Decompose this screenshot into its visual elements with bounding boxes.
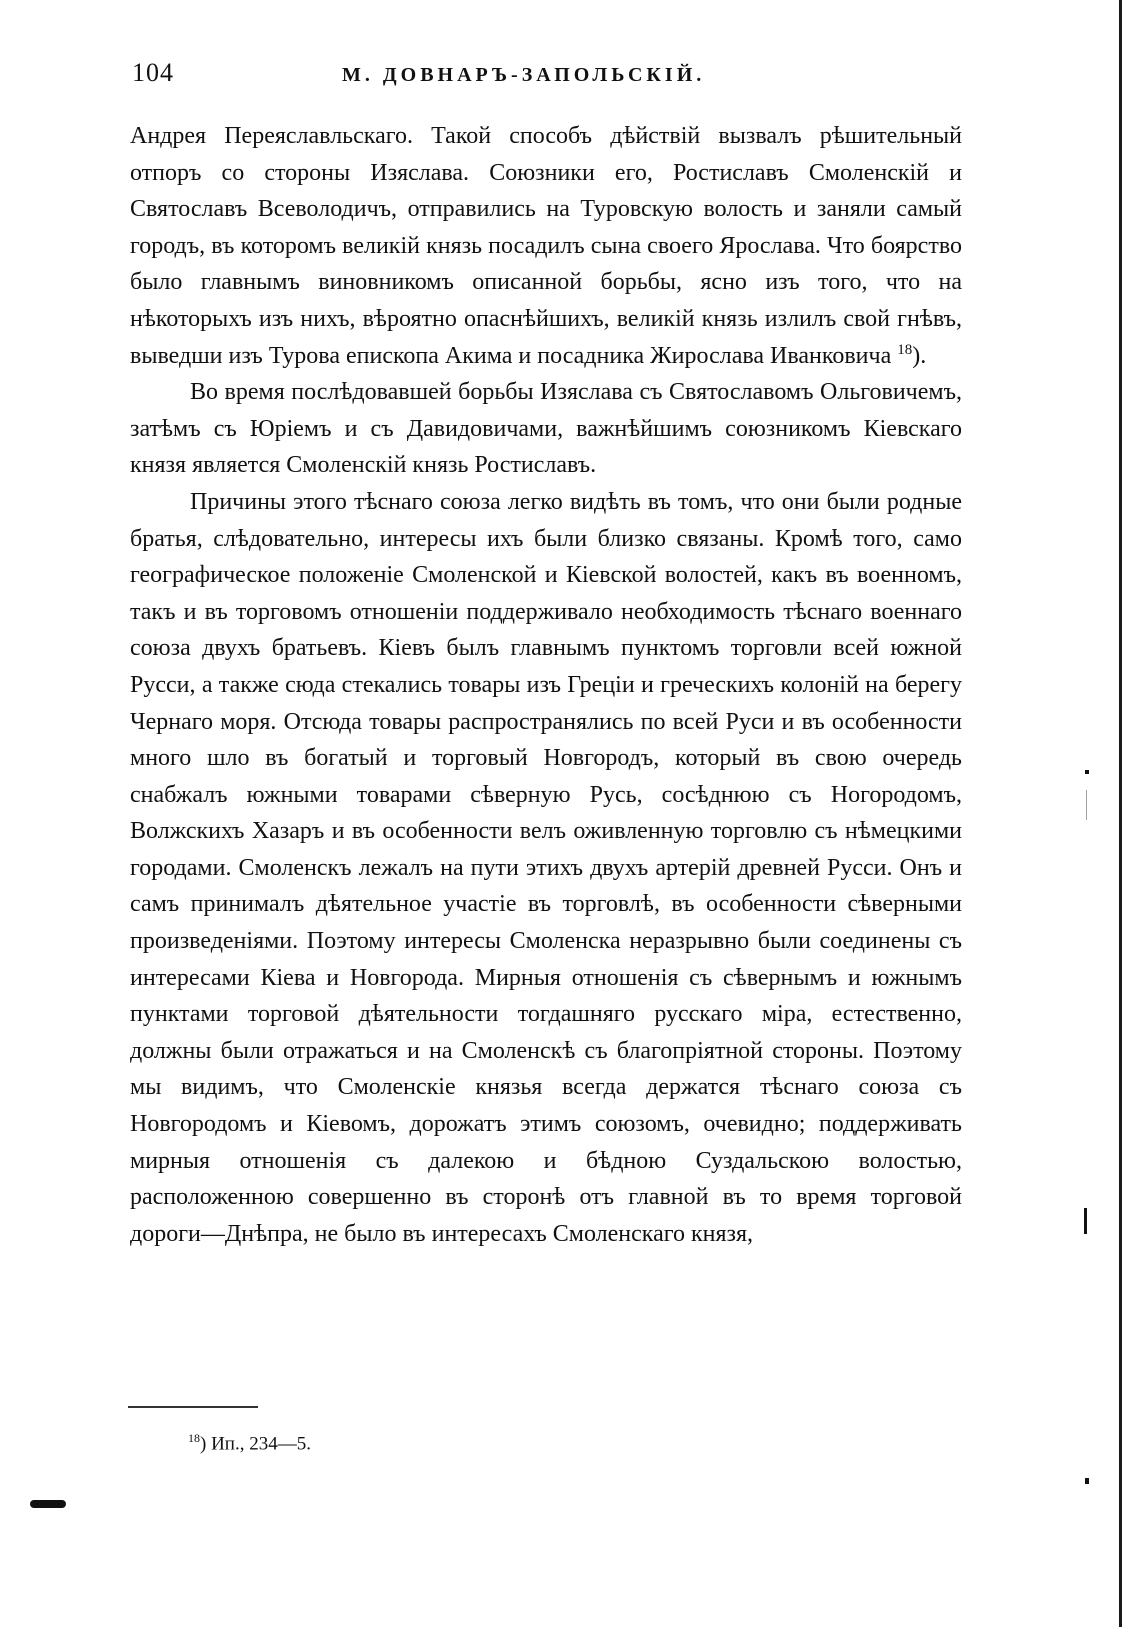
page-header: [132, 58, 962, 98]
paragraph-1: [130, 118, 962, 374]
scan-artifact-right-1: [1085, 770, 1089, 774]
footnote-number: 18: [188, 1431, 200, 1445]
footnote: [188, 1431, 311, 1455]
footnote-reference: 18: [897, 341, 913, 358]
footnote-divider: [128, 1406, 258, 1408]
scan-artifact-right-3: [1084, 1208, 1087, 1234]
paragraph-3: Причины этого тѣснаго союза легко видѣть въ томъ, что они были родные братья, слѣдовательно, интересы ихъ были близко связаны. Кромѣ того, само географическое положеніе Смоленской и Кіевской волостей, какъ въ военномъ, такъ и въ торговомъ отношеніи поддерживало необходимость тѣснаго военнаго союза двухъ братьевъ. Кіевъ былъ главнымъ пунктомъ торговли всей южной Русси, а также сюда стекались товары изъ Греціи и греческихъ колоній на берегу Чернаго моря. Отсюда товары распространялись по всей Руси и въ особенности много шло въ богатый и торговый Новгородъ, который въ свою очередь снабжалъ южными товарами сѣверную Русь, сосѣднюю съ Ногородомъ, Волжскихъ Хазаръ и въ особенности велъ оживленную торговлю съ нѣмецкими городами. Смоленскъ лежалъ на пути этихъ двухъ артерій древней Русси. Онъ и самъ принималъ дѣятельное участіе въ торговлѣ, въ особенности сѣверными произведеніями. Поэтому интересы Смоленска неразрывно были соединены съ интересами Кіева и Новгорода. Мирныя отношенія съ сѣвернымъ и южнымъ пунктами торговой дѣятельности тогдашняго русскаго міра, естественно, должны были отражаться и на Смоленскѣ съ благопріятной стороны. Поэтому мы видимъ, что Смоленскіе князья всегда держатся тѣснаго союза съ Новгородомъ и Кіевомъ, дорожатъ этимъ союзомъ, очевидно; поддерживать мирныя отношенія съ далекою и бѣдною Суздальскою волостью, расположенною совершенно въ сторонѣ отъ главной въ то время торговой дороги—Днѣпра, не было въ интересахъ Смоленскаго князя,: [130, 488, 962, 1247]
main-text: [130, 118, 962, 1252]
scan-artifact-right-4: [1085, 1478, 1089, 1484]
footnote-text: ) Ип., 234—5.: [200, 1433, 311, 1455]
paragraph-1-text: Андрея Переяславльскаго. Такой способъ дѣйствій вызвалъ рѣшительный отпоръ со стороны Изяслава. Союзники его, Ростиславъ Смоленскій и Святославъ Всеволодичъ, отправились на Туровскую волость и заняли самый городъ, въ которомъ великій князь посадилъ сына своего Ярослава. Что боярство было главнымъ виновникомъ описанной борьбы, ясно изъ того, что на нѣкоторыхъ изъ нихъ, вѣроятно опаснѣйшихъ, великій князь излилъ свой гнѣвъ, выведши изъ Турова епископа Акима и посадника Жирослава Иванковича: [130, 123, 962, 369]
page-number: 104: [132, 58, 174, 87]
page-edge-rule: [1119, 0, 1122, 1627]
paragraph-2: Во время послѣдовавшей борьбы Изяслава съ Святославомъ Ольговичемъ, затѣмъ съ Юріемъ и съ Давидовичами, важнѣйшимъ союзникомъ Кіевскаго князя является Смоленскій князь Ростиславъ.: [130, 379, 962, 479]
paragraph-1-tail: ).: [912, 342, 927, 369]
scan-artifact-left: [30, 1500, 66, 1508]
scan-artifact-right-2: [1086, 790, 1087, 820]
running-title: М. ДОВНАРЪ-ЗАПОЛЬСКІЙ.: [342, 64, 706, 86]
